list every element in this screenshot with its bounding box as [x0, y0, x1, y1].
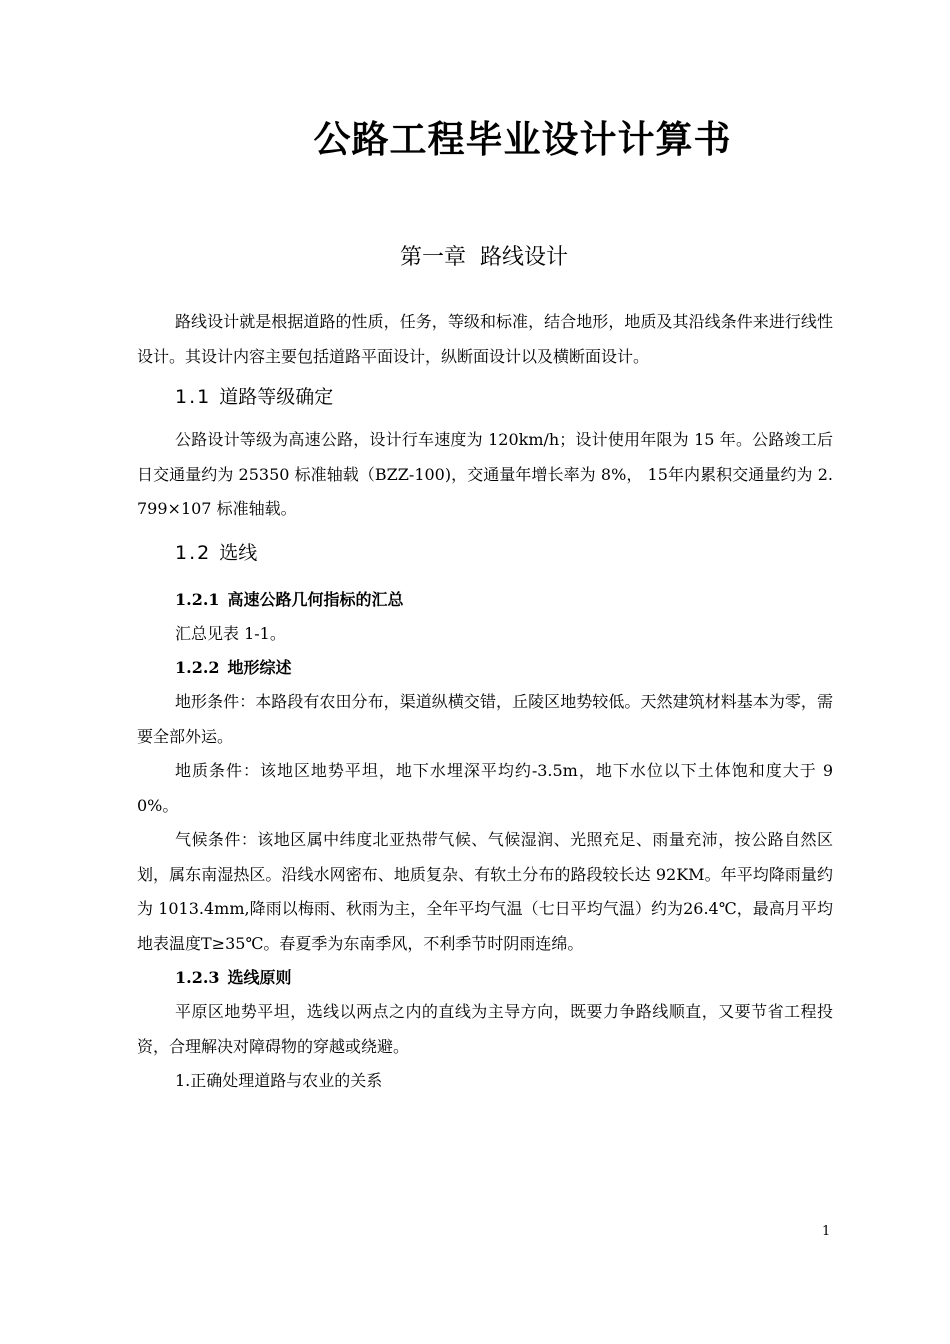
route-principle-paragraph: 平原区地势平坦，选线以两点之内的直线为主导方向，既要力争路线顺直，又要节省工程投资，合理解决对障碍物的穿越或绕避。	[137, 1002, 833, 1056]
section-title: 地形综述	[227, 658, 292, 677]
page-number: 1	[822, 1224, 831, 1239]
section-title: 道路等级确定	[219, 386, 334, 408]
section-title: 高速公路几何指标的汇总	[227, 589, 404, 609]
section-1-2-1-heading	[137, 583, 833, 617]
section-number: 1.2.2	[175, 658, 220, 677]
section-title: 选线	[219, 541, 258, 564]
climate-paragraph: 气候条件：该地区属中纬度北亚热带气候、气候湿润、光照充足、雨量充沛，按公路自然区划，属东南湿热区。沿线水网密布、地质复杂、有软土分布的路段较长达 92KM。年平均降雨量约为 1013.4mm,降雨以梅雨、秋雨为主，全年平均气温（七日平均气温）约为26.4℃，最高月平均地表温度T≥35℃。春夏季为东南季风，不利季节时阴雨连绵。	[137, 830, 833, 953]
document-body	[137, 305, 833, 1099]
list-item: 1.正确处理道路与农业的关系	[175, 1071, 383, 1090]
intro-paragraph: 路线设计就是根据道路的性质，任务，等级和标准，结合地形，地质及其沿线条件来进行线性设计。其设计内容主要包括道路平面设计，纵断面设计以及横断面设计。	[137, 312, 833, 366]
chapter-heading	[0, 242, 950, 274]
section-number: 1.2	[175, 541, 212, 564]
section-1-1-paragraph: 公路设计等级为高速公路，设计行车速度为 120km/h；设计使用年限为 15 年。公路竣工后日交通量约为 25350 标准轴载（BZZ-100)，交通量年增长率为 8%， 15年内累积交通量约为 2.799×107 标准轴载。	[137, 430, 833, 518]
chapter-title: 路线设计	[480, 245, 569, 270]
chapter-number: 第一章	[399, 245, 466, 270]
section-1-2-3-heading	[137, 961, 833, 995]
section-1-2-heading	[137, 533, 833, 573]
section-number: 1.2.1	[175, 589, 220, 609]
section-1-1-heading	[137, 377, 833, 417]
section-title: 选线原则	[227, 968, 292, 987]
geology-paragraph: 地质条件：该地区地势平坦，地下水埋深平均约-3.5m，地下水位以下土体饱和度大于 90%。	[137, 761, 833, 815]
terrain-paragraph: 地形条件：本路段有农田分布，渠道纵横交错，丘陵区地势较低。天然建筑材料基本为零，需要全部外运。	[137, 692, 833, 746]
document-title: 公路工程毕业设计计算书	[313, 118, 732, 161]
section-1-2-2-heading	[137, 651, 833, 685]
section-1-2-1-paragraph: 汇总见表 1-1。	[175, 623, 286, 643]
section-number: 1.2.3	[175, 968, 220, 987]
section-number: 1.1	[175, 386, 212, 408]
